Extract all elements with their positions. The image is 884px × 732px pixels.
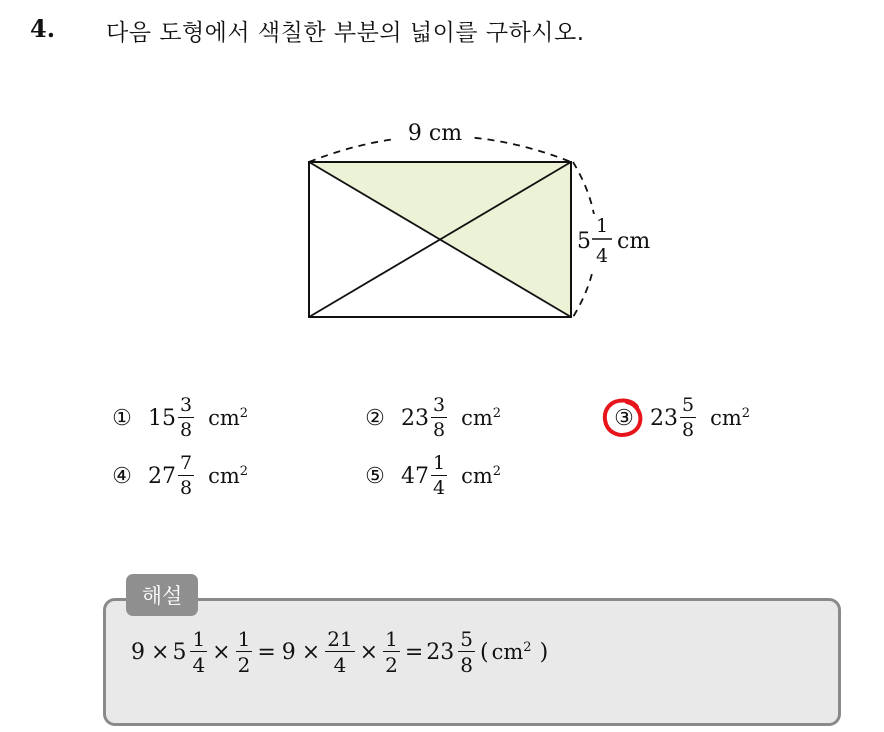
numerator: 5 [460, 627, 474, 651]
denominator: 8 [180, 477, 193, 499]
unit [208, 406, 248, 430]
choice-2[interactable] [361, 396, 501, 440]
fraction [458, 629, 475, 675]
choice-marker: ⑤ [365, 463, 385, 489]
denominator: 2 [385, 653, 398, 677]
unit-text: cm [461, 464, 493, 488]
unit [461, 406, 501, 430]
fraction [431, 396, 447, 440]
fraction [431, 454, 447, 498]
height-den: 4 [595, 245, 609, 267]
whole-part: 15 [148, 405, 176, 431]
fraction [325, 629, 354, 675]
choice-value [148, 396, 204, 440]
fraction [680, 396, 696, 440]
fraction [178, 396, 194, 440]
denominator: 4 [433, 477, 446, 499]
fraction [236, 629, 253, 675]
solution-equation [128, 629, 551, 675]
whole-part: 5 [172, 639, 187, 665]
whole-part: 47 [401, 463, 429, 489]
whole-part: 23 [650, 405, 678, 431]
numerator: 3 [180, 394, 193, 416]
solution-tab: 해설 [126, 574, 198, 616]
height-unit: cm [617, 229, 651, 254]
choice-marker: ④ [112, 463, 132, 489]
eq-equals: = [257, 639, 276, 665]
eq-term: 9 [131, 639, 145, 665]
fraction [190, 629, 207, 675]
unit-text: cm [208, 406, 240, 430]
eq-mixed-number [172, 629, 209, 675]
eq-unit [492, 640, 532, 664]
unit-exponent: 2 [523, 640, 532, 655]
numerator: 1 [237, 627, 251, 651]
rectangle-figure [290, 110, 680, 340]
question-number: 4. [30, 14, 56, 43]
unit-exponent: 2 [239, 406, 249, 421]
fraction [178, 454, 194, 498]
choice-value [401, 396, 457, 440]
selected-circle-mark [601, 395, 645, 439]
numerator: 21 [327, 627, 353, 651]
denominator: 8 [682, 419, 695, 441]
width-label: 9 cm [407, 121, 463, 146]
choice-value [148, 454, 204, 498]
eq-mixed-number [426, 629, 477, 675]
eq-paren-open: ( [480, 639, 489, 665]
numerator: 7 [180, 452, 193, 474]
eq-term: 9 [281, 639, 296, 665]
question-text: 다음 도형에서 색칠한 부분의 넓이를 구하시오. [106, 20, 585, 46]
choice-3[interactable] [610, 396, 750, 440]
denominator: 2 [237, 653, 251, 677]
numerator: 1 [433, 452, 446, 474]
height-num: 1 [595, 215, 609, 237]
eq-equals: = [404, 639, 424, 665]
numerator: 5 [682, 394, 695, 416]
denominator: 8 [180, 419, 193, 441]
unit-text: cm [461, 406, 493, 430]
unit-exponent: 2 [741, 406, 751, 421]
eq-paren-close: ) [539, 639, 549, 665]
whole-part: 23 [426, 639, 455, 665]
choice-1[interactable] [108, 396, 248, 440]
whole-part: 23 [401, 405, 429, 431]
whole-part: 27 [148, 463, 176, 489]
denominator: 4 [333, 653, 347, 677]
numerator: 3 [433, 394, 446, 416]
unit-exponent: 2 [492, 406, 502, 421]
unit-text: cm [710, 406, 742, 430]
unit-text: cm [491, 640, 524, 664]
denominator: 8 [460, 653, 474, 677]
choice-marker-text: ③ [614, 405, 634, 431]
solution-panel [103, 598, 841, 726]
denominator: 4 [192, 653, 206, 677]
eq-operator: × [301, 639, 321, 665]
choice-value [650, 396, 706, 440]
denominator: 8 [433, 419, 446, 441]
unit [710, 406, 750, 430]
unit-text: cm [208, 464, 240, 488]
unit-exponent: 2 [239, 464, 249, 479]
height-whole: 5 [577, 229, 591, 254]
fraction [383, 629, 400, 675]
numerator: 1 [192, 627, 206, 651]
eq-operator: × [359, 639, 379, 665]
choice-value [401, 454, 457, 498]
unit [461, 464, 501, 488]
numerator: 1 [385, 627, 398, 651]
choice-5[interactable] [361, 454, 501, 498]
eq-operator: × [151, 639, 170, 665]
eq-operator: × [212, 639, 231, 665]
choice-marker [610, 406, 638, 431]
unit [208, 464, 248, 488]
choice-marker: ① [112, 405, 132, 431]
choice-marker: ② [365, 405, 385, 431]
choice-4[interactable] [108, 454, 248, 498]
unit-exponent: 2 [492, 464, 502, 479]
